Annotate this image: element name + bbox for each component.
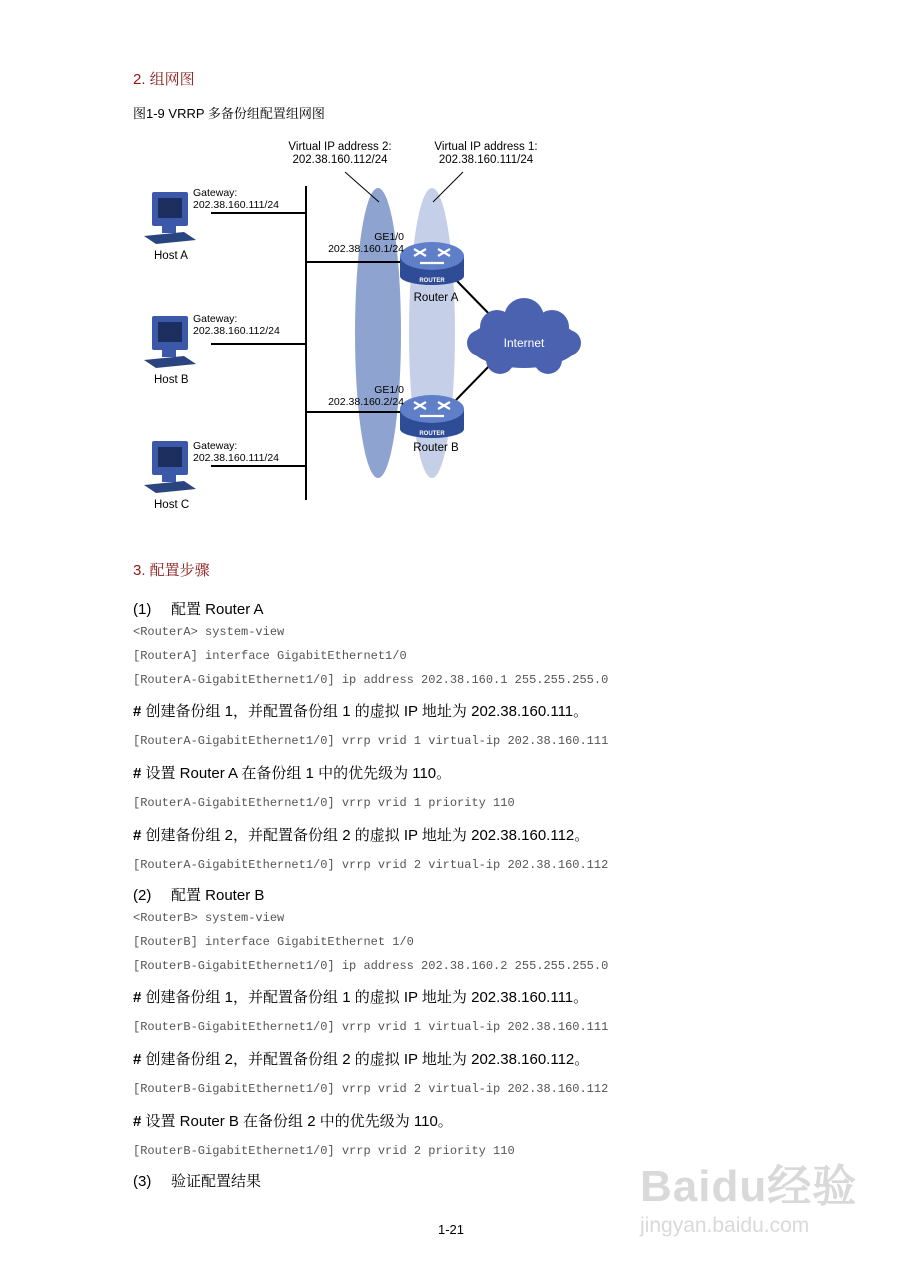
router-b-badge: ROUTER (419, 431, 445, 437)
section-heading-network-diagram: 2. 组网图 (133, 71, 195, 88)
note-text: 创建备份组 2，并配置备份组 2 的虚拟 IP 地址为 202.38.160.112。 (141, 1051, 590, 1068)
note-text: 创建备份组 2，并配置备份组 2 的虚拟 IP 地址为 202.38.160.112。 (141, 827, 590, 844)
vip2-label-line2: 202.38.160.112/24 (292, 154, 388, 166)
note-text: 创建备份组 1，并配置备份组 1 的虚拟 IP 地址为 202.38.160.111。 (141, 989, 589, 1006)
baidu-watermark (640, 1150, 880, 1238)
router-a-interface: GE1/0 (374, 231, 404, 243)
vip1-label-line2: 202.38.160.111/24 (438, 154, 534, 166)
note-hash: # (133, 703, 142, 720)
host-c-gateway-label: Gateway: (193, 440, 238, 452)
host-a-gateway-ip: 202.38.160.111/24 (193, 199, 280, 211)
command-line: [RouterB] interface GigabitEthernet 1/0 (133, 935, 414, 949)
step-title: 验证配置结果 (171, 1173, 262, 1190)
section-heading-config-steps: 3. 配置步骤 (133, 562, 210, 579)
router-a-ip: 202.38.160.1/24 (328, 243, 404, 255)
command-line: [RouterA] interface GigabitEthernet1/0 (133, 649, 407, 663)
router-a-name: Router A (413, 292, 459, 304)
page-number: 1-21 (438, 1222, 465, 1237)
step-number: (1) (133, 601, 152, 618)
command-line: [RouterA-GigabitEthernet1/0] vrrp vrid 1 virtual-ip 202.38.160.111 (133, 734, 609, 748)
step-title: 配置 Router B (171, 887, 265, 904)
router-b-interface: GE1/0 (374, 384, 404, 396)
host-a-gateway-label: Gateway: (193, 187, 238, 199)
host-c-computer-icon (144, 441, 196, 493)
note-text: 设置 Router B 在备份组 2 中的优先级为 110。 (141, 1113, 453, 1130)
internet-label: Internet (503, 336, 545, 350)
router-b-ip: 202.38.160.2/24 (328, 396, 404, 408)
command-line: [RouterA-GigabitEthernet1/0] ip address 202.38.160.1 255.255.255.0 (133, 673, 609, 687)
command-line: [RouterB-GigabitEthernet1/0] ip address 202.38.160.2 255.255.255.0 (133, 959, 609, 973)
instruction-note (133, 1110, 453, 1131)
host-a-name: Host A (154, 250, 188, 262)
host-b-name: Host B (154, 374, 189, 386)
router-b-name: Router B (413, 442, 459, 454)
host-b-gateway-ip: 202.38.160.112/24 (193, 325, 280, 337)
step-3 (133, 1170, 261, 1191)
note-text: 创建备份组 1，并配置备份组 1 的虚拟 IP 地址为 202.38.160.111。 (141, 703, 589, 720)
note-hash: # (133, 827, 142, 844)
host-b-computer-icon (144, 316, 196, 368)
host-c-gateway-ip: 202.38.160.111/24 (193, 452, 280, 464)
note-hash: # (133, 1051, 142, 1068)
figure-caption: 图1-9 VRRP 多备份组配置组网图 (133, 106, 325, 121)
command-line: <RouterA> system-view (133, 625, 285, 639)
vip2-pointer-line (345, 172, 379, 202)
instruction-note (133, 986, 588, 1007)
vip1-label-line1: Virtual IP address 1: (434, 141, 538, 153)
command-line: [RouterB-GigabitEthernet1/0] vrrp vrid 1 virtual-ip 202.38.160.111 (133, 1020, 609, 1034)
command-line: [RouterB-GigabitEthernet1/0] vrrp vrid 2 priority 110 (133, 1144, 515, 1158)
host-c-name: Host C (154, 499, 190, 511)
instruction-note (133, 824, 589, 845)
watermark-main: Baidu经验 (640, 1162, 858, 1211)
step-number: (3) (133, 1173, 152, 1190)
step-2 (133, 884, 264, 905)
network-diagram (0, 0, 905, 530)
note-hash: # (133, 765, 142, 782)
watermark-sub: jingyan.baidu.com (640, 1214, 810, 1237)
step-1 (133, 598, 264, 619)
command-line: [RouterB-GigabitEthernet1/0] vrrp vrid 2 virtual-ip 202.38.160.112 (133, 1082, 609, 1096)
command-line: [RouterA-GigabitEthernet1/0] vrrp vrid 1 priority 110 (133, 796, 515, 810)
instruction-note (133, 700, 588, 721)
command-line: <RouterB> system-view (133, 911, 285, 925)
instruction-note (133, 1048, 589, 1069)
command-line: [RouterA-GigabitEthernet1/0] vrrp vrid 2 virtual-ip 202.38.160.112 (133, 858, 609, 872)
host-a-computer-icon (144, 192, 196, 244)
step-title: 配置 Router A (171, 601, 264, 618)
vip1-pointer-line (433, 172, 463, 202)
instruction-note (133, 762, 451, 783)
vip2-label-line1: Virtual IP address 2: (288, 141, 392, 153)
router-a-badge: ROUTER (419, 278, 445, 284)
host-b-gateway-label: Gateway: (193, 313, 238, 325)
step-number: (2) (133, 887, 152, 904)
note-text: 设置 Router A 在备份组 1 中的优先级为 110。 (141, 765, 452, 782)
note-hash: # (133, 989, 142, 1006)
note-hash: # (133, 1113, 142, 1130)
